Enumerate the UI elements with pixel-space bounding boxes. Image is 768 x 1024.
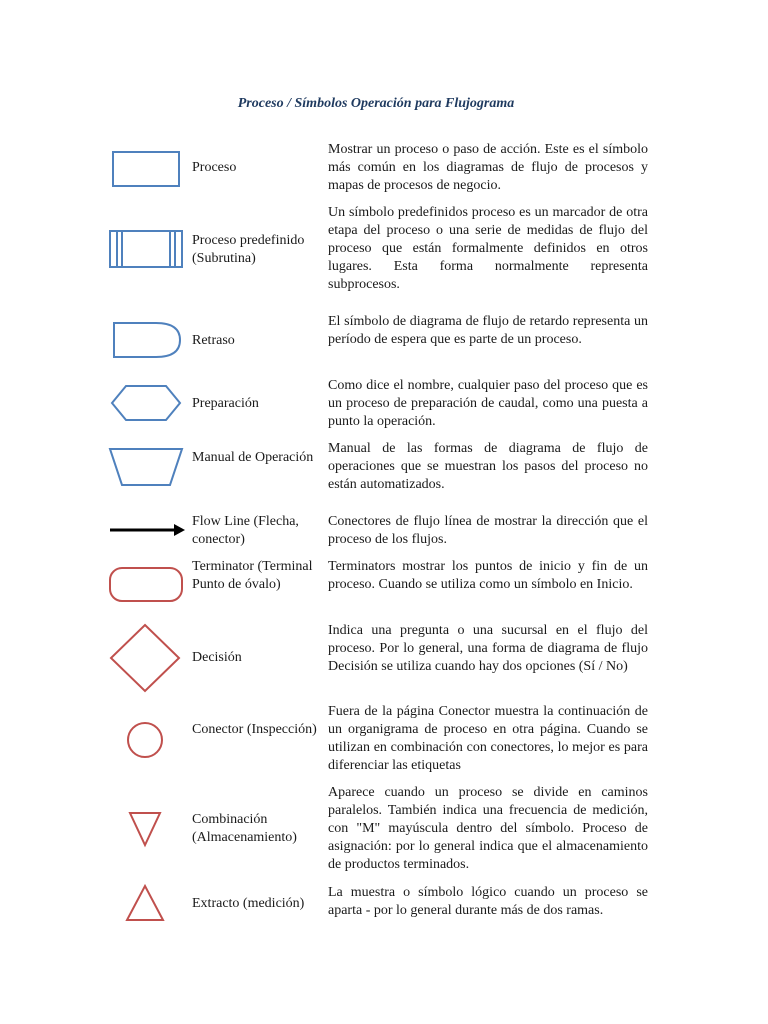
symbol-description: Como dice el nombre, cualquier paso del proceso que es un proceso de preparación de caudal, como una puesta a punto la operación. (328, 378, 648, 429)
symbol-label: Conector (Inspección) (192, 722, 317, 737)
symbol-label: Terminator (Terminal Punto de óvalo) (192, 559, 313, 592)
flow-line-arrow-icon (104, 520, 186, 540)
symbol-label: Proceso predefinido (Subrutina) (192, 233, 305, 266)
preparation-hexagon-icon (104, 384, 186, 424)
manual-operation-trapezoid-icon (104, 447, 186, 489)
symbol-description: La muestra o símbolo lógico cuando un proceso se aparta - por lo general durante más de dos ramas. (328, 885, 648, 918)
symbol-label: Extracto (medición) (192, 896, 305, 911)
symbol-label: Combinación (Almacenamiento) (192, 812, 297, 845)
symbol-label: Retraso (192, 333, 235, 348)
symbol-description: Fuera de la página Conector muestra la continuación de un organigrama de proceso en otra página. Cuando se utilizan en combinación con conectores, lo mejor es para diferenciar las etiquetas (328, 704, 648, 773)
symbol-label: Proceso (192, 160, 237, 175)
symbol-description: El símbolo de diagrama de flujo de retardo representa un período de espera que es parte de un proceso. (328, 314, 648, 347)
symbol-description: Un símbolo predefinidos proceso es un marcador de otra etapa del proceso o una serie de medidas de flujo del proceso que están formalmente definidos en otros lugares. Esta forma normalmente representa subprocesos. (328, 205, 648, 292)
symbol-description: Conectores de flujo línea de mostrar la dirección que el proceso de los flujos. (328, 514, 648, 547)
symbol-label: Preparación (192, 396, 259, 411)
symbol-description: Mostrar un proceso o paso de acción. Este es el símbolo más común en los diagramas de flujo de procesos y mapas de procesos de negocio. (328, 142, 648, 193)
decision-diamond-icon (104, 622, 186, 694)
delay-icon (104, 321, 186, 361)
symbol-description: Indica una pregunta o una sucursal en el flujo del proceso. Por lo general, una forma de diagrama de flujo Decisión se utiliza cuando hay dos opciones (Sí / No) (328, 623, 648, 674)
symbol-description: Aparece cuando un proceso se divide en caminos paralelos. También indica una frecuencia de medición, con "M" mayúscula dentro del símbolo. Proceso de asignación: por lo general indica que el almacenamiento de productos terminados. (328, 785, 648, 872)
symbol-label: Decisión (192, 650, 242, 665)
merge-triangle-down-icon (104, 810, 186, 850)
predefined-process-icon (104, 229, 186, 271)
process-rectangle-icon (104, 150, 186, 190)
connector-circle-icon (104, 720, 186, 760)
symbol-label: Flow Line (Flecha, conector) (192, 514, 299, 547)
symbol-description: Manual de las formas de diagrama de flujo de operaciones que se muestran los pasos del proceso no están automatizados. (328, 441, 648, 492)
symbol-label: Manual de Operación (192, 450, 314, 465)
page-title: Proceso / Símbolos Operación para Flujograma (237, 96, 515, 111)
extract-triangle-up-icon (104, 882, 186, 924)
symbol-description: Terminators mostrar los puntos de inicio y fin de un proceso. Cuando se utiliza como un símbolo en Inicio. (328, 559, 648, 592)
terminator-rounded-icon (104, 565, 186, 605)
